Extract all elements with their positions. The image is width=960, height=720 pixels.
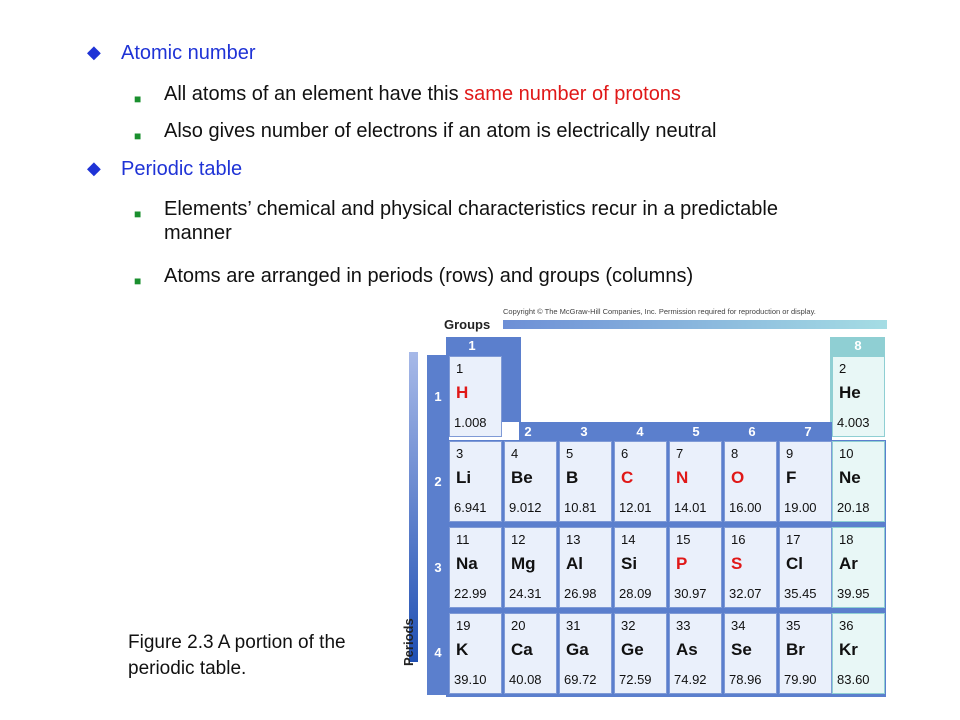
element-symbol: Cl [786,554,803,573]
bullet-label: Periodic table [121,158,243,180]
element-cell-Ga [559,613,612,694]
atomic-mass: 26.98 [564,586,597,601]
element-symbol: Li [456,468,472,487]
element-symbol: H [456,383,469,402]
square-bullet-icon: ■ [134,129,142,143]
element-symbol: Kr [839,640,858,659]
atomic-number: 6 [621,446,629,461]
element-symbol: Be [511,468,533,487]
element-cell-B [559,441,612,522]
sub-bullet-arrangement: ■ Atoms are arranged in periods (rows) and groups (columns) [164,264,693,288]
bullet-atomic-number [87,42,256,65]
atomic-number: 9 [786,446,794,461]
element-cell-Cl [779,527,832,608]
atomic-mass: 39.10 [454,672,487,687]
diamond-bullet-icon: ◆ [87,42,101,62]
atomic-mass: 4.003 [837,415,870,430]
element-symbol: Ga [566,640,589,659]
atomic-number: 12 [511,532,526,547]
atomic-number: 1 [456,361,464,376]
element-symbol: Na [456,554,478,573]
groups-gradient-bar [503,320,887,329]
bullet-label: Atomic number [121,42,256,64]
atomic-number: 20 [511,618,526,633]
periods-gradient-bar [409,352,418,662]
atomic-mass: 24.31 [509,586,542,601]
atomic-number: 32 [621,618,636,633]
highlight-text: same number of protons [464,83,681,105]
group-label-1: 1 [468,338,476,353]
element-symbol: Si [621,554,638,573]
atomic-number: 17 [786,532,801,547]
element-cell-He [832,356,885,437]
element-symbol: Se [731,640,752,659]
element-cell-S [724,527,777,608]
square-bullet-icon: ■ [134,207,142,221]
atomic-mass: 28.09 [619,586,652,601]
copyright-notice: Copyright © The McGraw-Hill Companies, Inc. Permission required for reproduction or display. [503,307,816,316]
element-cell-As [669,613,722,694]
atomic-mass: 69.72 [564,672,597,687]
atomic-mass: 14.01 [674,500,707,515]
atomic-mass: 39.95 [837,586,870,601]
atomic-mass: 1.008 [454,415,487,430]
element-cell-Ar [832,527,885,608]
element-symbol: Ne [839,468,861,487]
element-symbol: Mg [511,554,536,573]
element-cell-Br [779,613,832,694]
element-symbol: Br [786,640,805,659]
atomic-mass: 72.59 [619,672,652,687]
diamond-bullet-icon: ◆ [87,158,101,178]
element-cell-Ge [614,613,667,694]
group-label-5: 5 [692,424,700,439]
element-cell-C [614,441,667,522]
atomic-mass: 20.18 [837,500,870,515]
atomic-mass: 40.08 [509,672,542,687]
element-symbol: K [456,640,469,659]
period-label-3: 3 [434,560,442,575]
sub-bullet-electrons: ■ Also gives number of electrons if an atom is electrically neutral [164,119,716,143]
period-label-4: 4 [434,645,442,660]
group-label-6: 6 [748,424,756,439]
element-symbol: Ca [511,640,533,659]
element-symbol: N [676,468,689,487]
atomic-number: 36 [839,618,854,633]
atomic-mass: 30.97 [674,586,707,601]
square-bullet-icon: ■ [134,92,142,106]
element-symbol: He [839,383,861,402]
element-symbol: Al [566,554,583,573]
atomic-number: 8 [731,446,739,461]
atomic-number: 14 [621,532,636,547]
atomic-number: 2 [839,361,847,376]
atomic-mass: 12.01 [619,500,652,515]
bullet-periodic-table [87,158,243,181]
element-cell-O [724,441,777,522]
atomic-mass: 6.941 [454,500,487,515]
atomic-mass: 79.90 [784,672,817,687]
element-cell-F [779,441,832,522]
atomic-number: 16 [731,532,746,547]
atomic-mass: 16.00 [729,500,762,515]
group-label-8: 8 [854,338,862,353]
atomic-number: 19 [456,618,471,633]
period-label-1: 1 [434,389,442,404]
element-cell-H [449,356,502,437]
atomic-number: 5 [566,446,574,461]
element-symbol: C [621,468,634,487]
element-symbol: Ar [839,554,858,573]
atomic-mass: 22.99 [454,586,487,601]
group-label-4: 4 [636,424,644,439]
period-label-2: 2 [434,474,442,489]
element-symbol: S [731,554,743,573]
atomic-number: 15 [676,532,691,547]
atomic-number: 18 [839,532,854,547]
element-symbol: As [676,640,698,659]
element-cell-Se [724,613,777,694]
atomic-mass: 32.07 [729,586,762,601]
element-symbol: Ge [621,640,644,659]
group-label-2: 2 [524,424,532,439]
group-label-3: 3 [580,424,588,439]
atomic-number: 4 [511,446,519,461]
atomic-number: 31 [566,618,581,633]
groups-title: Groups [444,317,491,332]
atomic-number: 35 [786,618,801,633]
element-cell-N [669,441,722,522]
element-cell-P [669,527,722,608]
atomic-number: 7 [676,446,684,461]
element-symbol: F [786,468,797,487]
element-cell-K [449,613,502,694]
atomic-number: 3 [456,446,464,461]
sub-bullet-protons: ■ All atoms of an element have this same number of protons [164,82,681,106]
atomic-mass: 74.92 [674,672,707,687]
element-cell-Ca [504,613,557,694]
element-cell-Al [559,527,612,608]
element-symbol: O [731,468,745,487]
atomic-mass: 9.012 [509,500,542,515]
element-cell-Si [614,527,667,608]
group-label-band [519,422,832,442]
element-cell-Li [449,441,502,522]
atomic-number: 33 [676,618,691,633]
element-cell-Mg [504,527,557,608]
element-cell-Be [504,441,557,522]
element-cell-Na [449,527,502,608]
atomic-number: 11 [456,532,470,547]
group-label-7: 7 [804,424,812,439]
figure-caption: Figure 2.3 A portion of the periodic table. [128,632,346,679]
atomic-mass: 10.81 [564,500,597,515]
atomic-number: 10 [839,446,854,461]
element-cell-Ne [832,441,885,522]
element-cell-Kr [832,613,885,694]
atomic-mass: 83.60 [837,672,870,687]
element-symbol: B [566,468,579,487]
atomic-number: 34 [731,618,746,633]
atomic-mass: 19.00 [784,500,817,515]
atomic-number: 13 [566,532,581,547]
atomic-mass: 35.45 [784,586,817,601]
square-bullet-icon: ■ [134,274,142,288]
atomic-mass: 78.96 [729,672,762,687]
element-symbol: P [676,554,688,573]
periods-title: Periods [401,618,416,666]
sub-bullet-characteristics: ■ Elements’ chemical and physical characteristics recur in a predictable manner [134,198,778,244]
